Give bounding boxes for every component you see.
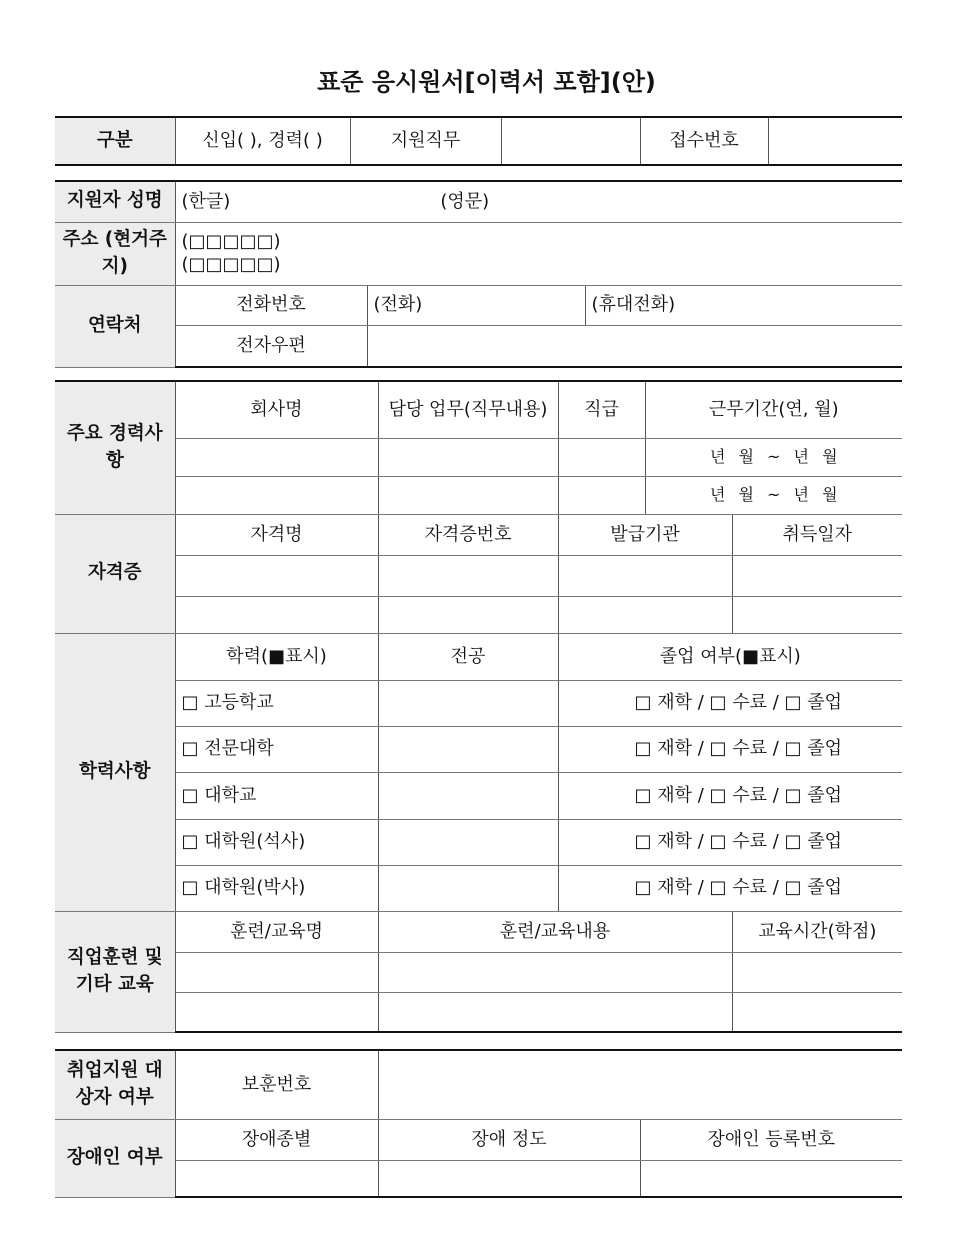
license-number-field[interactable] (378, 555, 558, 596)
email-label: 전자우편 (175, 325, 367, 367)
license-number-field[interactable] (378, 596, 558, 633)
address-label: 주소 (현거주지) (55, 222, 175, 285)
education-level-option[interactable]: □ 고등학교 (175, 680, 378, 726)
email-field[interactable] (367, 325, 902, 367)
training-name-field[interactable] (175, 992, 378, 1032)
contact-label: 연락처 (55, 285, 175, 367)
education-status-options[interactable]: □ 재학 / □ 수료 / □ 졸업 (558, 726, 902, 772)
education-status-options[interactable]: □ 재학 / □ 수료 / □ 졸업 (558, 680, 902, 726)
career-rank-field[interactable] (558, 438, 645, 476)
training-content-field[interactable] (378, 992, 732, 1032)
disability-degree-header: 장애 정도 (378, 1119, 640, 1160)
education-status-options[interactable]: □ 재학 / □ 수료 / □ 졸업 (558, 865, 902, 911)
veteran-number-label: 보훈번호 (175, 1050, 378, 1119)
receipt-number-label: 접수번호 (640, 117, 768, 165)
education-level-header: 학력(■표시) (175, 633, 378, 680)
career-duty-field[interactable] (378, 438, 558, 476)
disability-reg-header: 장애인 등록번호 (640, 1119, 902, 1160)
license-date-field[interactable] (732, 596, 902, 633)
training-hours-field[interactable] (732, 992, 902, 1032)
career-period-field[interactable]: 년 월 ~ 년 월 (645, 438, 902, 476)
license-name-field[interactable] (175, 555, 378, 596)
education-major-header: 전공 (378, 633, 558, 680)
license-date-header: 취득일자 (732, 514, 902, 555)
mobile-field[interactable]: (휴대전화) (585, 285, 902, 325)
career-company-header: 회사명 (175, 381, 378, 438)
category-label: 구분 (55, 117, 175, 165)
disability-degree-field[interactable] (378, 1160, 640, 1197)
support-table (55, 1049, 902, 1198)
history-table (55, 380, 902, 1033)
category-table (55, 116, 902, 166)
address-field[interactable] (175, 222, 902, 285)
education-status-options[interactable]: □ 재학 / □ 수료 / □ 졸업 (558, 772, 902, 819)
career-period-header: 근무기간(연, 월) (645, 381, 902, 438)
training-name-field[interactable] (175, 952, 378, 992)
career-label: 주요 경력사항 (55, 381, 175, 514)
license-issuer-field[interactable] (558, 596, 732, 633)
disability-type-field[interactable] (175, 1160, 378, 1197)
career-company-field[interactable] (175, 438, 378, 476)
disability-type-header: 장애종별 (175, 1119, 378, 1160)
license-issuer-header: 발급기관 (558, 514, 732, 555)
applicant-name-field[interactable] (175, 181, 902, 222)
form-title: 표준 응시원서[이력서 포함](안) (317, 68, 656, 96)
education-major-field[interactable] (378, 772, 558, 819)
job-field[interactable] (501, 117, 640, 165)
license-date-field[interactable] (732, 555, 902, 596)
training-hours-header: 교육시간(학점) (732, 911, 902, 952)
career-period-field[interactable]: 년 월 ~ 년 월 (645, 476, 902, 514)
training-content-header: 훈련/교육내용 (378, 911, 732, 952)
education-major-field[interactable] (378, 726, 558, 772)
phone-label: 전화번호 (175, 285, 367, 325)
license-label: 자격증 (55, 514, 175, 633)
applicant-table (55, 180, 902, 368)
training-content-field[interactable] (378, 952, 732, 992)
applicant-type-field[interactable]: 신입( ), 경력( ) (175, 117, 350, 165)
career-duty-field[interactable] (378, 476, 558, 514)
career-rank-header: 직급 (558, 381, 645, 438)
veteran-number-field[interactable] (378, 1050, 902, 1119)
disability-label: 장애인 여부 (55, 1119, 175, 1197)
disability-reg-field[interactable] (640, 1160, 902, 1197)
education-level-option[interactable]: □ 전문대학 (175, 726, 378, 772)
career-duty-header: 담당 업무(직무내용) (378, 381, 558, 438)
korean-name-label: (한글) (181, 190, 231, 212)
training-name-header: 훈련/교육명 (175, 911, 378, 952)
employment-support-label: 취업지원 대상자 여부 (55, 1050, 175, 1119)
address-line-1: (□□□□□) (181, 231, 281, 252)
education-major-field[interactable] (378, 680, 558, 726)
license-name-field[interactable] (175, 596, 378, 633)
education-label: 학력사항 (55, 633, 175, 911)
training-hours-field[interactable] (732, 952, 902, 992)
education-level-option[interactable]: □ 대학원(박사) (175, 865, 378, 911)
license-number-header: 자격증번호 (378, 514, 558, 555)
license-name-header: 자격명 (175, 514, 378, 555)
education-level-option[interactable]: □ 대학원(석사) (175, 819, 378, 865)
license-issuer-field[interactable] (558, 555, 732, 596)
education-major-field[interactable] (378, 819, 558, 865)
education-major-field[interactable] (378, 865, 558, 911)
receipt-number-field[interactable] (768, 117, 902, 165)
english-name-label: (영문) (440, 190, 490, 212)
education-status-options[interactable]: □ 재학 / □ 수료 / □ 졸업 (558, 819, 902, 865)
applicant-name-label: 지원자 성명 (55, 181, 175, 222)
career-company-field[interactable] (175, 476, 378, 514)
education-level-option[interactable]: □ 대학교 (175, 772, 378, 819)
phone-field[interactable]: (전화) (367, 285, 585, 325)
training-label: 직업훈련 및 기타 교육 (55, 911, 175, 1032)
career-rank-field[interactable] (558, 476, 645, 514)
education-status-header: 졸업 여부(■표시) (558, 633, 902, 680)
address-line-2: (□□□□□) (181, 253, 281, 275)
job-label: 지원직무 (350, 117, 501, 165)
